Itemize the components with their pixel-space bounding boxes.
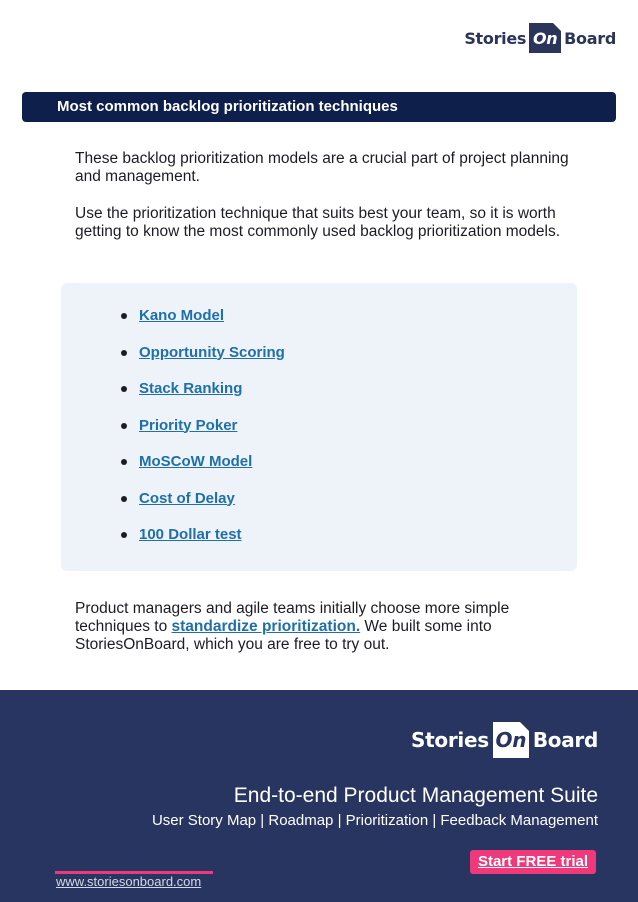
logo-text-board: Board [532, 728, 598, 752]
logo-text-board: Board [564, 28, 616, 48]
link-100-dollar-test[interactable]: 100 Dollar test [139, 526, 242, 543]
closing-text-end: We built some into StoriesOnBoard, which you are free to try out. [75, 618, 492, 653]
start-free-trial-button[interactable]: Start FREE trial [470, 850, 596, 874]
list-item [119, 524, 285, 561]
link-stack-ranking[interactable]: Stack Ranking [139, 380, 243, 397]
logo-text-stories: Stories [464, 28, 527, 48]
link-priority-poker[interactable]: Priority Poker [139, 416, 238, 434]
list-item [119, 451, 285, 488]
list-item [119, 488, 285, 525]
header-logo[interactable] [464, 22, 616, 54]
bullet-icon [121, 532, 127, 538]
list-item [119, 305, 285, 342]
section-title: Most common backlog prioritization techniques [22, 92, 616, 122]
logo-text-stories: Stories [411, 728, 489, 752]
techniques-list [119, 305, 285, 561]
closing-text-start: Product managers and agile teams initially choose more simple techniques to [75, 600, 510, 635]
bullet-icon [121, 386, 127, 392]
link-opportunity-scoring[interactable]: Opportunity Scoring [139, 343, 285, 361]
list-item [119, 378, 285, 415]
list-item [119, 415, 285, 452]
link-kano-model[interactable]: Kano Model [139, 307, 224, 324]
link-cost-of-delay[interactable]: Cost of Delay [139, 489, 235, 507]
footer-logo[interactable] [411, 720, 598, 760]
techniques-list-box [61, 283, 577, 571]
website-link[interactable]: www.storiesonboard.com [56, 874, 202, 889]
bullet-icon [121, 459, 127, 465]
logo-box-on: On [529, 23, 561, 53]
link-moscow-model[interactable]: MoSCoW Model [139, 453, 253, 470]
closing-paragraph [75, 600, 580, 654]
suite-title: End-to-end Product Management Suite [233, 784, 598, 807]
intro-paragraph: These backlog prioritization models are a crucial part of project planning and management. [75, 150, 569, 185]
bullet-icon [121, 496, 127, 502]
technique-paragraph: Use the prioritization technique that suits best your team, so it is worth getting to know the most commonly used backlog prioritization models. [75, 205, 561, 240]
footer-banner [0, 690, 638, 902]
bullet-icon [121, 350, 127, 356]
list-item [119, 342, 285, 379]
bullet-icon [121, 423, 127, 429]
suite-features: User Story Map | Roadmap | Prioritization | Feedback Management [151, 812, 598, 829]
link-standardize-prioritization[interactable]: standardize prioritization. [171, 618, 361, 635]
logo-box-on: On [493, 722, 529, 758]
bullet-icon [121, 313, 127, 319]
